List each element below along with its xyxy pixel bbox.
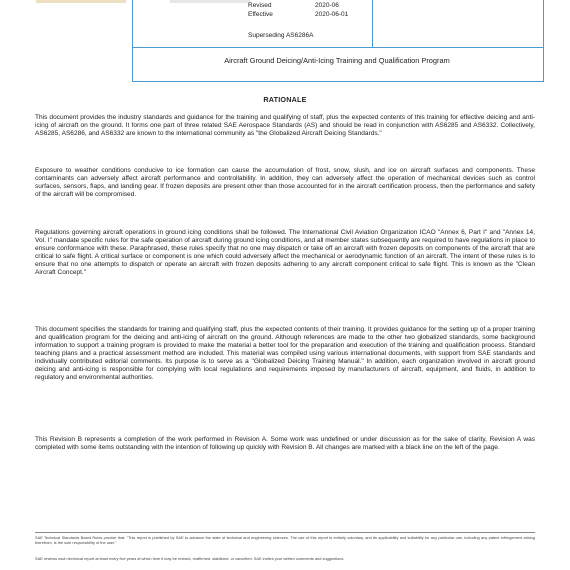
footnote-review-policy: SAE reviews each technical report at least every five years at which time it may be revised, reaffirmed, stabilized, or cancelled. SAE invites your written comments and suggestions. — [35, 556, 345, 561]
header-divider-vertical — [372, 0, 373, 47]
effective-value: 2020-06-01 — [315, 11, 349, 18]
program-title: Aircraft Ground Deicing/Anti-Icing Training and Qualification Program — [224, 56, 450, 65]
revised-label: Revised — [248, 2, 272, 9]
superseding-note: Superseding AS6286A — [248, 32, 314, 39]
paragraph-revision-b: This Revision B represents a completion of the work performed in Revision A. Some work was undefined or under discussion as for the sake of clarity, Revision A was completed with some items outstanding with the intention of following up quickly with Revision B. All changes are marked with a black line on the left of the page. — [35, 436, 535, 452]
header-divider-horizontal — [133, 47, 543, 48]
revised-value: 2020-06 — [315, 2, 339, 9]
paragraph-weather-exposure: Exposure to weather conditions conducive to ice formation can cause the accumulation of frost, snow, slush, and ice on aircraft surfaces and components. These contaminants can adversely affect aircraft performance and controllability. In addition, they can adversely affect the operation of mechanical devices such as control surfaces, sensors, flaps, and landing gear. If frozen deposits are present other than those accounted for in the aircraft certification process, then the performance and safety of the aircraft will be compromised. — [35, 167, 535, 199]
sae-logo-fragment — [36, 0, 126, 3]
paragraph-regulations: Regulations governing aircraft operations in ground icing conditions shall be followed. The International Civil Aviation Organization ICAO "Annex 6, Part I" and "Annex 14, Vol. I" mandate specific rules for the safe operation of aircraft during ground icing conditions, and all member states subsequently are required to have regulations in place to ensure conformance with these. Paraphrased, these rules specify that no one may dispatch or take off an aircraft with frozen deposits on components of the aircraft that are critical to safe flight. A critical surface or component is one which could adversely affect the mechanical or aerodynamic function of an aircraft. The intent of these rules is to ensure that no one attempts to dispatch or operate an aircraft with frozen deposits adhering to any aircraft component critical to safe flight. This is known as the "Clean Aircraft Concept." — [35, 229, 535, 277]
footnote-standards-board: SAE Technical Standards Board Rules provide that: "This report is published by SAE to advance the state of technical and engineering sciences. The use of this report is entirely voluntary, and its applicability and suitability for any particular use, including any patent infringement arising therefrom, is the sole responsibility of the user." — [35, 535, 535, 545]
effective-label: Effective — [248, 11, 273, 18]
paragraph-training-standards: This document specifies the standards for training and qualifying staff, plus the expected contents of their training. It provides guidance for the setting up of a proper training and qualification program for the deicing and anti-icing of aircraft on the ground. Although references are made to the other two globalized standards, some background information to support a training program is provided to make the material a better tool for the preparation and execution of the training and qualification process. Standard teaching plans and a practical assessment method are included. This material was compiled using various international documents, with support from SAE standards and individually contributed editorial comments. Its purpose is to serve as a "Globalized Deicing Training Manual." In addition, each organization involved in aircraft ground deicing and anti-icing is responsible for complying with local regulations and requirements imposed by manufacturers of aircraft, equipment, and fluids, in addition to regulatory and environmental authorities. — [35, 326, 535, 382]
paragraph-purpose: This document provides the industry standards and guidance for the training and qualifying of staff, plus the expected contents of this training for effective deicing and anti-icing of aircraft on the ground. It forms one part of three related SAE Aerospace Standards (AS) and should be read in conjunction with AS6285 and AS6332. Collectively, AS6285, AS6286, and AS6332 are known to the international community as "the Globalized Aircraft Deicing Standards." — [35, 114, 535, 138]
footer-rule — [35, 532, 535, 533]
rationale-heading: RATIONALE — [263, 95, 307, 104]
